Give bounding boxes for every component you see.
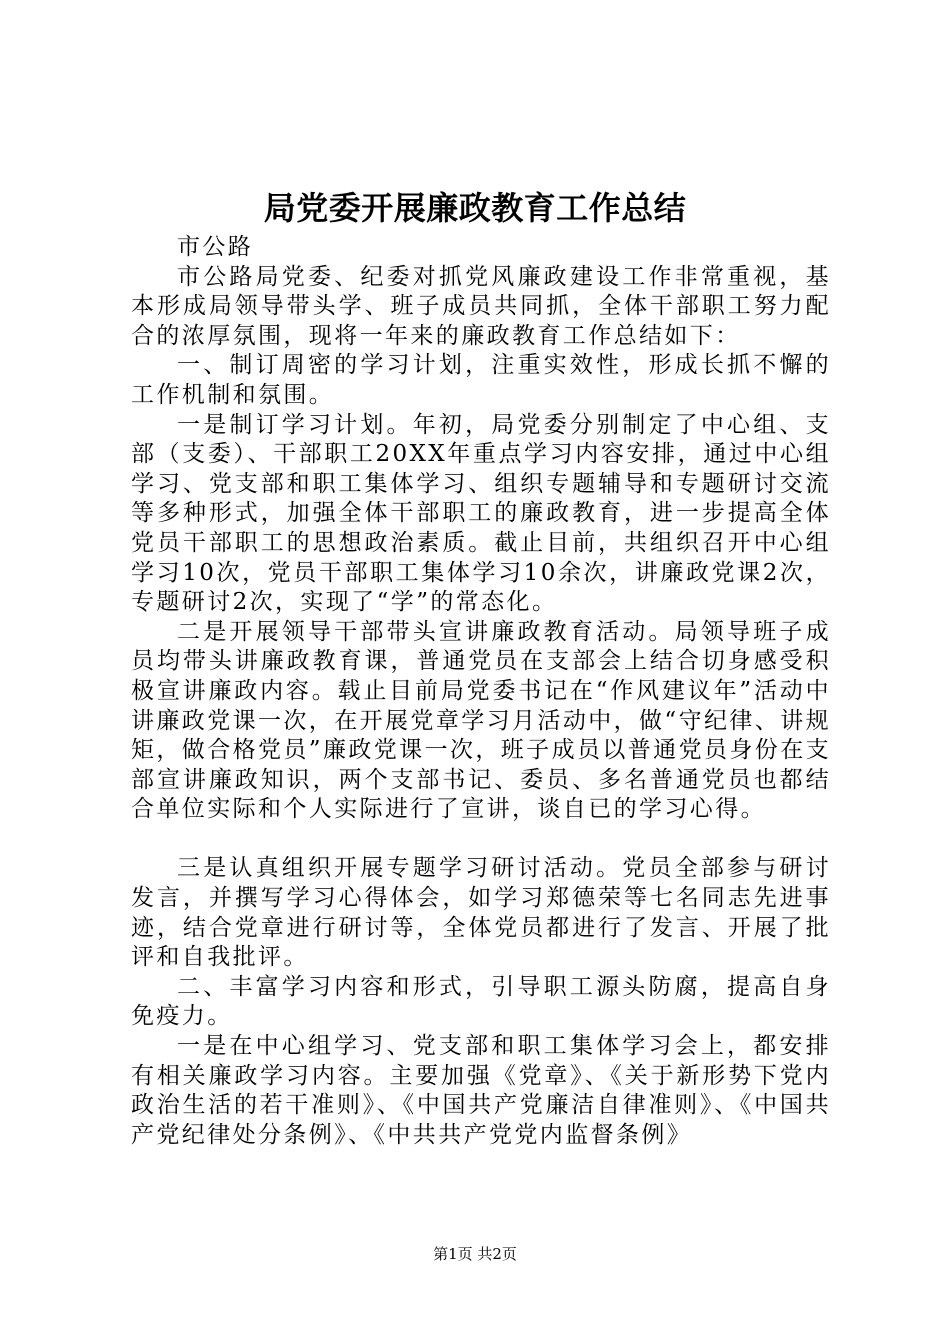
document-body: [131, 233, 831, 1150]
section-heading-2: 二、丰富学习内容和形式，引导职工源头防腐，提高自身免疫力。: [131, 973, 831, 1030]
author-line: 市公路: [177, 234, 254, 260]
page-footer: 第1页 共2页: [433, 1245, 517, 1263]
body-paragraph: 二是开展领导干部带头宣讲廉政教育活动。局领导班子成员均带头讲廉政教育课，普通党员在支部会上结合切身感受积极宣讲廉政内容。载止目前局党委书记在“作风建议年”活动中讲廉政党课一次，在开展党章学习月活动中，做“守纪律、讲规矩，做合格党员”廉政党课一次，班子成员以普通党员身份在支部宣讲廉政知识，两个支部书记、委员、多名普通党员也都结合单位实际和个人实际进行了宣讲，谈自已的学习心得。: [131, 618, 831, 823]
intro-paragraph: 市公路局党委、纪委对抓党风廉政建设工作非常重视，基本形成局领导带头学、班子成员共同抓，全体干部职工努力配合的浓厚氛围，现将一年来的廉政教育工作总结如下：: [131, 263, 831, 349]
body-paragraph: 一是在中心组学习、党支部和职工集体学习会上，都安排有相关廉政学习内容。主要加强《党章》、《关于新形势下党内政治生活的若干准则》、《中国共产党廉洁自律准则》、《中国共产党纪律处分条例》、《中共共产党党内监督条例》: [131, 1033, 831, 1148]
section-heading-1: 一、制订周密的学习计划，注重实效性，形成长抓不懈的工作机制和氛围。: [131, 352, 831, 408]
document-title: 局党委开展廉政教育工作总结: [263, 189, 687, 227]
body-paragraph: 三是认真组织开展专题学习研讨活动。党员全部参与研讨发言，并撰写学习心得体会，如学习郑德荣等七名同志先进事迹，结合党章进行研讨等，全体党员都进行了发言、开展了批评和自我批评。: [131, 855, 831, 971]
body-paragraph: 一是制订学习计划。年初，局党委分别制定了中心组、支部（支委）、干部职工20XX年重点学习内容安排，通过中心组学习、党支部和职工集体学习、组织专题辅导和专题研讨交流等多种形式，加强全体干部职工的廉政教育，进一步提高全体党员干部职工的思想政治素质。截止目前，共组织召开中心组学习10次，党员干部职工集体学习10余次，讲廉政党课2次，专题研讨2次，实现了“学”的常态化。: [131, 411, 831, 616]
